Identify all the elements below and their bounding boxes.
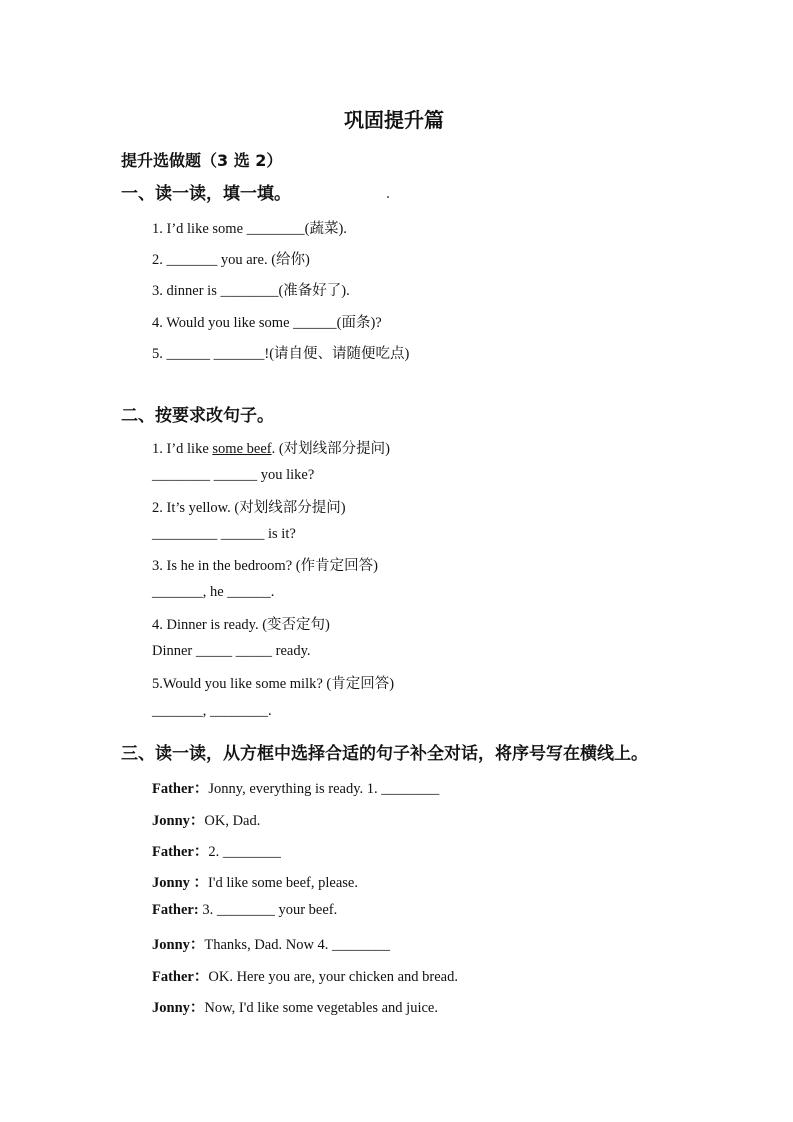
utterance: 2. ________ — [208, 844, 281, 860]
utterance: OK. Here you are, your chicken and bread. — [208, 969, 458, 985]
dialogue-line — [152, 996, 438, 1017]
section-3-heading: 三、读一读，从方框中选择合适的句子补全对话，将序号写在横线上。 — [121, 744, 648, 764]
dialogue-line — [152, 809, 260, 830]
section-2-question-1 — [152, 437, 390, 458]
section-1-item: 4. Would you like some ______(面条)? — [152, 315, 382, 331]
utterance: 3. ________ your beef. — [202, 902, 338, 918]
dialogue-line — [152, 777, 439, 798]
utterance: Jonny, everything is ready. 1. ________ — [208, 781, 440, 797]
section-1-item: 2. _______ you are. (给你) — [152, 252, 310, 268]
section-2-line: _______, ________. — [152, 703, 272, 719]
speaker: Father： — [152, 781, 209, 797]
section-1-heading: 一、读一读，填一填。 — [121, 184, 291, 204]
section-1-item: 1. I’d like some ________(蔬菜). — [152, 221, 347, 237]
section-2-line: 5.Would you like some milk? (肯定回答) — [152, 676, 395, 692]
section-2-line: _________ ______ is it? — [152, 526, 296, 542]
utterance: Thanks, Dad. Now 4. ________ — [204, 937, 391, 953]
dialogue-line — [152, 902, 337, 919]
dialogue-line — [152, 965, 458, 986]
speaker: Jonny ： — [152, 875, 209, 891]
speaker: Jonny： — [152, 813, 205, 829]
stray-dot — [387, 196, 389, 198]
speaker: Father： — [152, 844, 209, 860]
q1-prefix: 1. I’d like — [152, 441, 213, 457]
q1-underlined: some beef — [212, 441, 272, 457]
section-2-line: Dinner _____ _____ ready. — [152, 643, 311, 659]
dialogue-line — [152, 840, 281, 861]
section-2-heading: 二、按要求改句子。 — [121, 406, 274, 426]
utterance: OK, Dad. — [204, 813, 261, 829]
section-1-item: 5. ______ _______!(请自便、请随便吃点) — [152, 346, 410, 362]
dialogue-line — [152, 871, 358, 892]
section-2-line: 4. Dinner is ready. (变否定句) — [152, 617, 330, 633]
section-1-item: 3. dinner is ________(准备好了). — [152, 283, 350, 299]
utterance: I'd like some beef, please. — [208, 875, 358, 891]
speaker: Father: — [152, 902, 199, 918]
section-2-line: 3. Is he in the bedroom? (作肯定回答) — [152, 558, 378, 574]
q1-suffix: . (对划线部分提问) — [271, 441, 391, 457]
page-title: 巩固提升篇 — [344, 108, 444, 132]
dialogue-line — [152, 933, 390, 954]
utterance: Now, I'd like some vegetables and juice. — [204, 1000, 438, 1016]
speaker: Father： — [152, 969, 209, 985]
speaker: Jonny： — [152, 937, 205, 953]
section-2-line: _______, he ______. — [152, 584, 275, 600]
speaker: Jonny： — [152, 1000, 205, 1016]
subtitle: 提升选做题（3 选 2） — [121, 151, 283, 170]
section-2-line: ________ ______ you like? — [152, 467, 315, 483]
section-2-line: 2. It’s yellow. (对划线部分提问) — [152, 500, 346, 516]
